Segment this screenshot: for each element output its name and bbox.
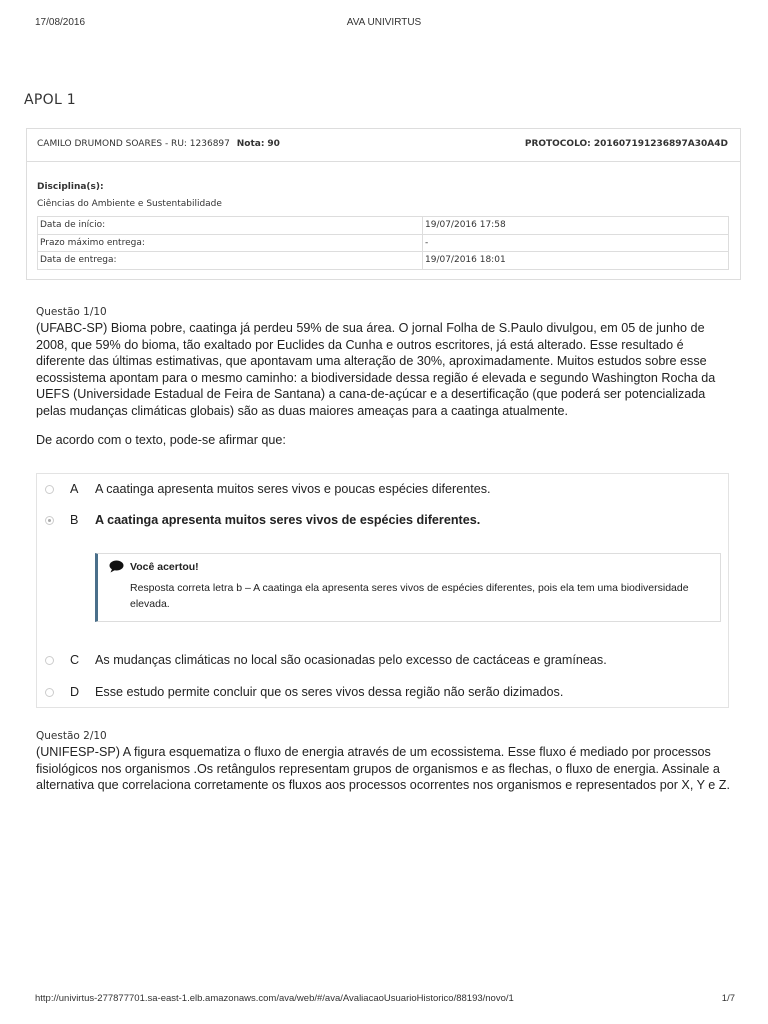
question-text: (UNIFESP-SP) A figura esquematiza o fluxo de energia através de um ecossistema. Esse fluxo é mediado por processos fisiológicos nos organismos .Os retângulos representam grupos de organismos e as flechas, o fluxo de energia. Assinale a alternativa que correlaciona corretamente os fluxos aos processos ocorrentes nos organismos e representados por X, Y e Z. xyxy=(36,745,730,792)
deadline-value: - xyxy=(423,234,729,252)
grade-value: 90 xyxy=(267,139,280,149)
dates-table xyxy=(37,216,729,270)
option-text: A caatinga apresenta muitos seres vivos de espécies diferentes. xyxy=(95,513,481,527)
option-text: A caatinga apresenta muitos seres vivos e poucas espécies diferentes. xyxy=(95,482,491,496)
feedback-title: Você acertou! xyxy=(130,561,199,573)
question-prompt: De acordo com o texto, pode-se afirmar que: xyxy=(36,433,286,447)
option-text: As mudanças climáticas no local são ocasionadas pelo excesso de cactáceas e gramíneas. xyxy=(95,653,607,667)
delivery-date-label: Data de entrega: xyxy=(38,252,423,270)
print-date: 17/08/2016 xyxy=(35,17,86,28)
exam-info-body xyxy=(27,162,740,270)
answer-options xyxy=(36,473,729,708)
grade-label: Nota: xyxy=(236,139,265,149)
page-number: 1/7 xyxy=(721,993,735,1004)
question-text: (UFABC-SP) Bioma pobre, caatinga já perdeu 59% de sua área. O jornal Folha de S.Paulo divulgou, em 05 de junho de 2008, que 59% do bioma, tão exaltado por Euclides da Cunha e outros escritores, já está alterado. Esse resultado é diferente das últimas estimativas, que apontavam uma alteração de 30%, aproximadamente. Muitos estudos sobre esse ecossistema apontam para o mesmo caminho: a biodiversidade dessa região é elevada e segundo Washington Rocha da UEFS (Universidade Estadual de Feira de Santana) a cana-de-açúcar e a desertificação (que poderá ser potencializada pelas mudanças climáticas globais) são as duas maiores ameaças para a caatinga atualmente. xyxy=(36,321,716,418)
page-url: http://univirtus-277877701.sa-east-1.elb.amazonaws.com/ava/web/#/ava/AvaliacaoUsuarioHistorico/88193/novo/1 xyxy=(35,993,514,1004)
start-date-value: 19/07/2016 17:58 xyxy=(423,217,729,235)
option-letter: B xyxy=(70,513,79,527)
feedback-message: Resposta correta letra b – A caatinga ela apresenta seres vivos de espécies diferentes, pois ela tem uma biodiversidade elevada. xyxy=(130,582,689,610)
question-number: Questão 1/10 xyxy=(36,306,107,318)
exam-info-panel xyxy=(26,128,741,280)
exam-info-header xyxy=(27,129,740,162)
table-row xyxy=(38,252,729,270)
question-number: Questão 2/10 xyxy=(36,730,107,742)
page-title: APOL 1 xyxy=(24,92,76,108)
feedback-box xyxy=(95,553,721,622)
discipline-label: Disciplina(s): xyxy=(37,182,104,192)
radio-button[interactable] xyxy=(45,485,54,494)
discipline-value: Ciências do Ambiente e Sustentabilidade xyxy=(37,199,222,209)
chat-bubble-icon xyxy=(109,560,124,573)
start-date-label: Data de início: xyxy=(38,217,423,235)
option-letter: C xyxy=(70,653,80,667)
table-row xyxy=(38,234,729,252)
radio-button[interactable] xyxy=(45,688,54,697)
print-site-title: AVA UNIVIRTUS xyxy=(346,17,422,28)
delivery-date-value: 19/07/2016 18:01 xyxy=(423,252,729,270)
option-text: Esse estudo permite concluir que os seres vivos dessa região não serão dizimados. xyxy=(95,685,564,699)
option-letter: A xyxy=(70,482,79,496)
table-row xyxy=(38,217,729,235)
radio-button-selected[interactable] xyxy=(45,516,54,525)
radio-button[interactable] xyxy=(45,656,54,665)
question-2 xyxy=(36,730,732,794)
option-letter: D xyxy=(70,685,80,699)
protocol-number: PROTOCOLO: 201607191236897A30A4D xyxy=(524,139,728,149)
question-1 xyxy=(36,306,732,447)
student-name: CAMILO DRUMOND SOARES - RU: 1236897 xyxy=(37,139,230,149)
student-info xyxy=(37,139,280,149)
deadline-label: Prazo máximo entrega: xyxy=(38,234,423,252)
